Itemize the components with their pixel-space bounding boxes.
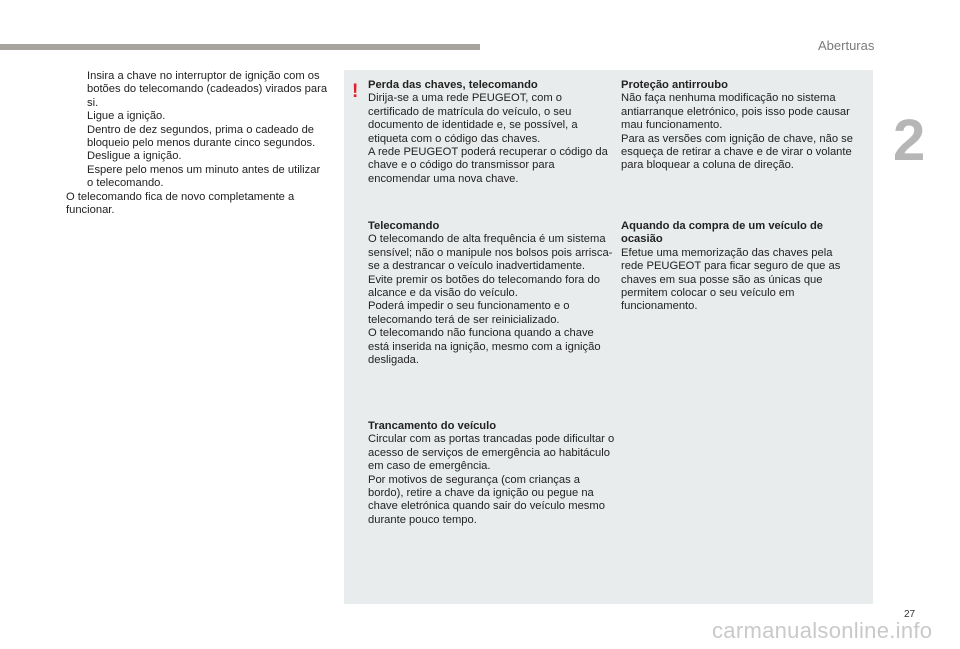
header-rule (0, 44, 480, 50)
step-item (66, 124, 328, 151)
section-heading: Telecomando (368, 220, 440, 232)
section-heading: Trancamento do veículo (368, 420, 497, 432)
reinit-procedure (66, 70, 328, 217)
step-item (66, 150, 328, 163)
section-text: O telecomando de alta frequência é um sistema sensível; não o manipule nos bolsos pois arrisca-se a destrancar o veículo inadvertidamente. Evite premir os botões do telecomando fora do alcance e da visão do veículo. Poderá impedir o seu funcionamento e o telecomando terá de ser reinicializado. O telecomando não funciona quando a chave está inserida na ignição, mesmo com a ignição desligada. (368, 233, 613, 367)
page-number: 27 (904, 609, 916, 620)
step-item (66, 110, 328, 123)
chapter-number: 2 (893, 108, 926, 173)
section-text: Circular com as portas trancadas pode dificultar o acesso de serviços de emergência ao habitáculo em caso de emergência. Por motivos de segurança (com crianças a bordo), retire a chave da ignição ou pegue na chave eletrónica quando sair do veículo mesmo durante pouco tempo. (368, 433, 615, 526)
used-vehicle-section (621, 220, 857, 314)
lost-keys-section (368, 79, 616, 186)
section-heading: Proteção antirroubo (621, 79, 728, 91)
step-text: Espere pelo menos um minuto antes de utilizar o telecomando. (87, 163, 321, 190)
section-text: Efetue uma memorização das chaves pela rede PEUGEOT para ficar seguro de que as chaves em sua posse são as únicas que permitem colocar o seu veículo em funcionamento. (621, 246, 841, 313)
step-text: Desligue a ignição. (87, 150, 182, 163)
section-heading: Aquando da compra de um veículo de ocasião (621, 220, 824, 246)
step-text: Dentro de dez segundos, prima o cadeado de bloqueio pelo menos durante cinco segundos. (87, 123, 316, 150)
remote-section (368, 220, 616, 367)
section-title: Aberturas (818, 38, 875, 53)
step-item (66, 70, 328, 110)
section-text: Dirija-se a uma rede PEUGEOT, com o certificado de matrícula do veículo, o seu documento de identidade e, se possível, a etiqueta com o código das chaves. A rede PEUGEOT poderá recuperar o código da chave e o código do transmissor para encomendar uma nova chave. (368, 92, 608, 185)
locking-section (368, 420, 616, 527)
watermark: carmanualsonline.info (712, 618, 933, 643)
section-heading: Perda das chaves, telecomando (368, 79, 538, 91)
warning-icon: ! (352, 81, 359, 102)
step-text: Insira a chave no interruptor de ignição com os botões do telecomando (cadeados) virados para si. (87, 70, 328, 109)
step-item (66, 164, 328, 191)
step-text: Ligue a ignição. (87, 110, 166, 123)
antitheft-section (621, 79, 857, 173)
section-text: Não faça nenhuma modificação no sistema antiarranque eletrónico, pois isso pode causar mau funcionamento. Para as versões com ignição de chave, não se esqueça de retirar a chave e de virar o volante para bloquear a coluna de direção. (621, 92, 853, 172)
final-note: O telecomando fica de novo completamente a funcionar. (66, 190, 295, 217)
